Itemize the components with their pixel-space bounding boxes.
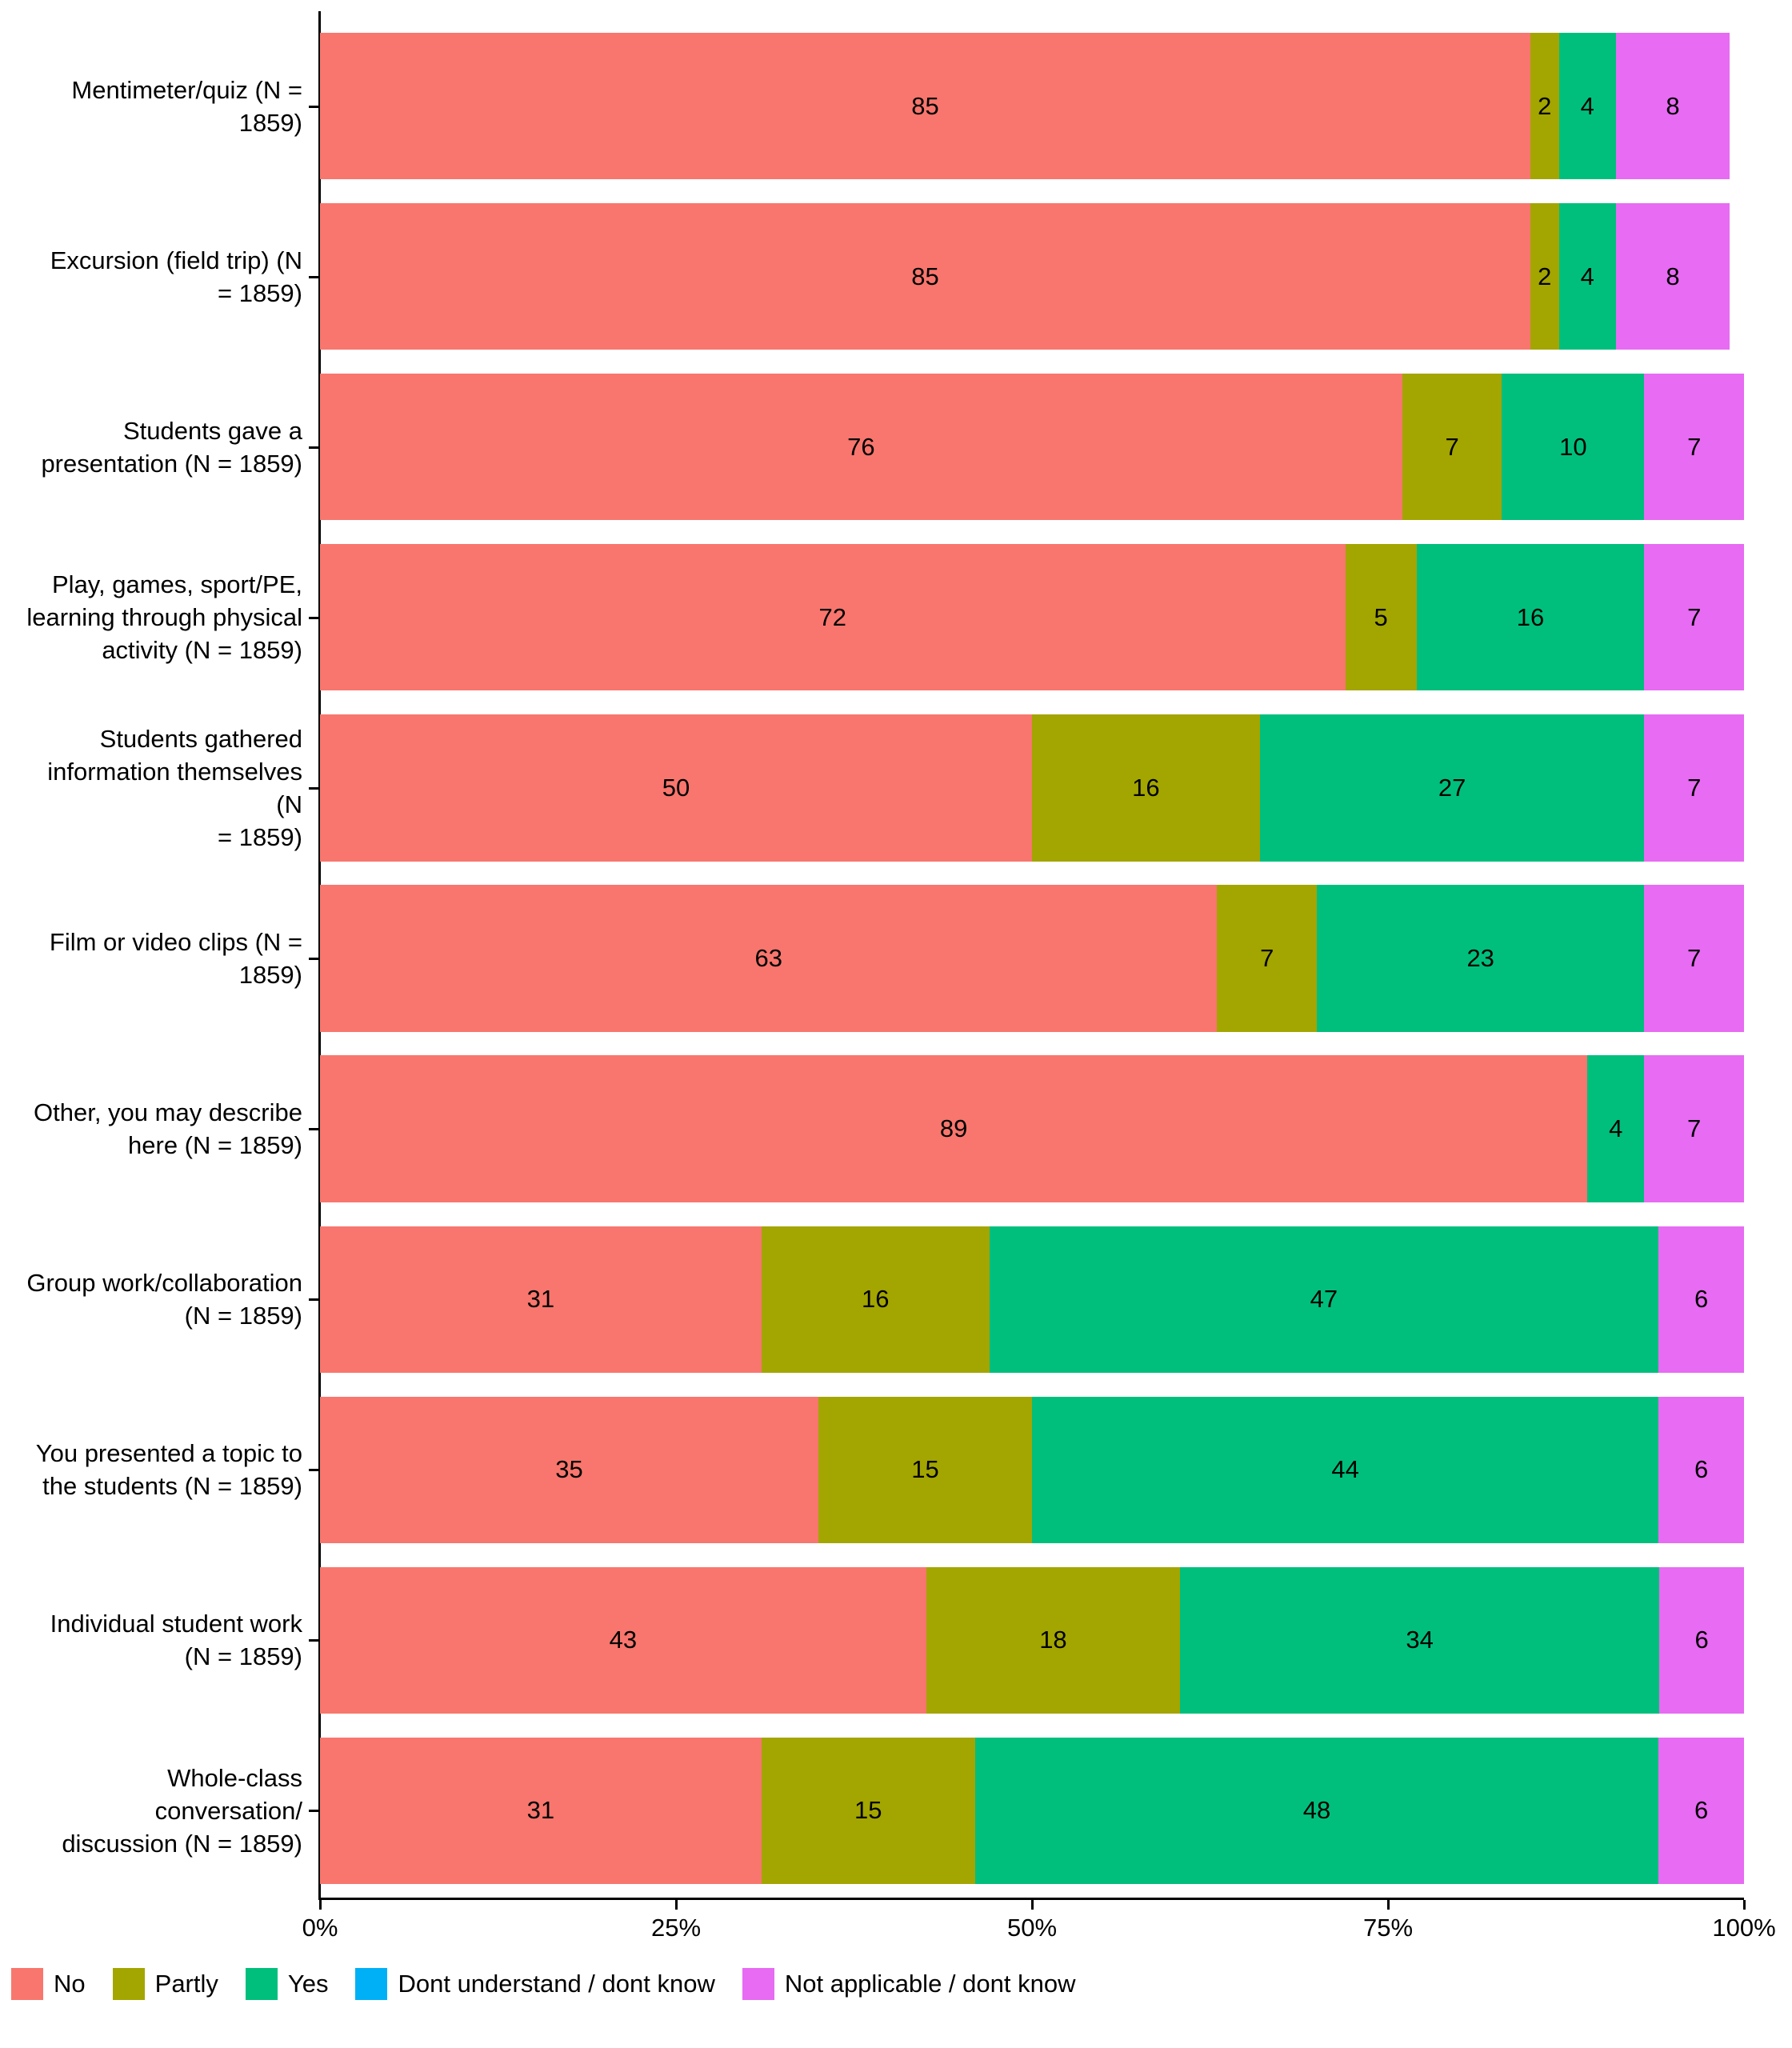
bar-segment-value: 16 [1516,602,1545,631]
y-axis-label [14,544,302,690]
bar-row [320,1738,1744,1884]
bar-segment-value: 72 [818,602,847,631]
bar-segment [320,1226,762,1373]
bar-track [320,1055,1744,1202]
bar-segment [1658,1226,1744,1373]
y-axis-label-text: Play, games, sport/PE, learning through physical activity (N = 1859) [26,570,302,665]
x-axis-tick-label: 25% [650,1914,702,1942]
bar-segment [1180,1567,1659,1714]
y-axis-label [14,1226,302,1373]
bar-segment [320,714,1032,861]
x-axis-tick [1031,1900,1034,1910]
y-axis-tick [309,1810,318,1812]
bar-row [320,33,1744,179]
bar-segment-value: 76 [847,432,875,461]
bar-segment [320,544,1346,690]
legend-swatch [11,1968,43,2000]
legend-label: Dont understand / dont know [398,1970,715,1998]
bar-segment [1659,1567,1744,1714]
bar-segment-value: 7 [1445,432,1459,461]
bar-segment-value: 18 [1039,1626,1067,1654]
bar-segment [1260,714,1645,861]
legend-item[interactable] [113,1968,218,2000]
bar-segment-value: 27 [1438,773,1466,802]
legend-item[interactable] [11,1968,86,2000]
bar-row [320,544,1744,690]
legend-item[interactable] [246,1968,329,2000]
bar-segment-value: 2 [1538,91,1552,120]
bar-segment-value: 7 [1260,943,1274,972]
legend-item[interactable] [355,1968,714,2000]
bar-segment [320,203,1530,350]
y-axis-label-text: Group work/collaboration (N = 1859) [26,1269,302,1330]
bar-segment-value: 7 [1687,1114,1702,1143]
y-axis-label [14,1738,302,1884]
bar-row [320,203,1744,350]
bar-segment [762,1738,975,1884]
y-axis-label [14,203,302,350]
bar-segment [320,374,1402,520]
bar-segment [320,1738,762,1884]
x-axis-tick-label: 0% [302,1914,338,1942]
bar-segment-value: 16 [861,1285,890,1314]
bar-segment-value: 7 [1687,432,1702,461]
bar-segment [1616,203,1730,350]
bar-segment-value: 50 [662,773,690,802]
x-axis-tick-label: 100% [1712,1914,1776,1942]
legend-item[interactable] [742,1968,1076,2000]
bar-segment [1502,374,1644,520]
bar-row [320,885,1744,1031]
bar-segment-value: 4 [1580,91,1594,120]
bar-row [320,714,1744,861]
bar-track [320,1226,1744,1373]
y-axis-tick [309,276,318,278]
bar-segment [990,1226,1659,1373]
x-axis-tick [1387,1900,1390,1910]
bar-segment-value: 44 [1331,1455,1359,1484]
y-axis-label-text: Individual student work (N = 1859) [50,1610,302,1671]
bar-segment [320,33,1530,179]
legend-swatch [246,1968,278,2000]
bar-segment [1658,1738,1744,1884]
bar-segment [1644,1055,1744,1202]
bar-segment-value: 31 [526,1796,555,1825]
y-axis-label-text: Mentimeter/quiz (N = 1859) [71,75,302,137]
x-axis-tick [1743,1900,1746,1910]
bar-segment-value: 89 [939,1114,968,1143]
bar-segment [1644,885,1744,1031]
bar-segment-value: 85 [911,262,939,290]
y-axis-label [14,885,302,1031]
legend-swatch [355,1968,387,2000]
bar-track [320,714,1744,861]
bar-segment [1417,544,1645,690]
bar-segment [1658,1397,1744,1543]
bar-segment [1559,33,1616,179]
bar-segment-value: 43 [609,1626,638,1654]
bar-segment-value: 35 [555,1455,583,1484]
bar-track [320,1567,1744,1714]
bar-segment-value: 63 [754,943,782,972]
bar-segment [320,1055,1587,1202]
bar-segment [1032,714,1260,861]
bar-segment [320,885,1217,1031]
bar-segment-value: 34 [1406,1626,1434,1654]
legend-label: Yes [287,1970,329,1998]
bar-segment-value: 6 [1694,1796,1709,1825]
legend-label: Partly [154,1970,218,1998]
y-axis-label-text: You presented a topic to the students (N = 1859) [35,1439,302,1501]
legend-swatch [113,1968,145,2000]
bar-segment [1644,714,1744,861]
bar-track [320,33,1744,179]
bar-track [320,885,1744,1031]
bar-segment [1644,544,1744,690]
y-axis-tick [309,446,318,449]
bar-segment-value: 47 [1310,1285,1338,1314]
bar-segment-value: 15 [911,1455,939,1484]
bar-segment [1530,33,1559,179]
bar-row [320,1226,1744,1373]
bar-segment-value: 15 [854,1796,882,1825]
bar-segment-value: 4 [1609,1114,1623,1143]
bar-segment-value: 31 [526,1285,555,1314]
bar-segment [1559,203,1616,350]
bar-segment-value: 23 [1466,943,1494,972]
x-axis-tick-label: 50% [1006,1914,1058,1942]
bar-segment [1530,203,1559,350]
bar-segment [320,1567,926,1714]
bar-row [320,1567,1744,1714]
bar-segment-value: 7 [1687,943,1702,972]
y-axis-label-text: Other, you may describe here (N = 1859) [34,1098,302,1160]
y-axis-label-text: Film or video clips (N = 1859) [49,927,302,989]
bar-segment-value: 6 [1694,1455,1709,1484]
bar-row [320,1055,1744,1202]
x-axis-tick-label: 75% [1362,1914,1414,1942]
bar-segment-value: 8 [1666,262,1680,290]
bar-row [320,374,1744,520]
bar-segment-value: 8 [1666,91,1680,120]
y-axis-tick [309,106,318,108]
y-axis-label-text: Students gave a presentation (N = 1859) [41,416,302,478]
bar-row [320,1397,1744,1543]
bar-segment-value: 7 [1687,773,1702,802]
bar-segment [320,1397,818,1543]
bar-track [320,544,1744,690]
bar-segment [1587,1055,1644,1202]
y-axis-label [14,714,302,861]
bar-segment-value: 48 [1302,1796,1331,1825]
bar-segment [818,1397,1032,1543]
y-axis-label-text: Students gathered information themselves (N = 1859) [47,724,302,851]
bar-segment [1317,885,1644,1031]
x-axis-tick [675,1900,678,1910]
bar-segment-value: 7 [1687,602,1702,631]
y-axis-label [14,1055,302,1202]
bar-segment [1616,33,1730,179]
y-axis-label-text: Excursion (field trip) (N = 1859) [50,246,302,307]
y-axis-tick [309,1639,318,1642]
y-axis-label [14,1567,302,1714]
y-axis-tick [309,1469,318,1471]
bar-segment-value: 16 [1132,773,1160,802]
y-axis-tick [309,1128,318,1130]
bar-segment-value: 85 [911,91,939,120]
legend-label: No [54,1970,86,1998]
y-axis-label [14,374,302,520]
x-axis-tick [319,1900,322,1910]
bar-segment [926,1567,1180,1714]
bar-segment-value: 4 [1580,262,1594,290]
bar-segment-value: 10 [1559,432,1587,461]
bar-segment [1644,374,1744,520]
y-axis-tick [309,1298,318,1301]
legend-label: Not applicable / dont know [784,1970,1076,1998]
bar-track [320,203,1744,350]
legend-swatch [742,1968,774,2000]
y-axis-tick [309,787,318,790]
bar-segment [762,1226,990,1373]
bar-track [320,374,1744,520]
bar-segment [1346,544,1417,690]
bar-segment [975,1738,1658,1884]
bar-segment-value: 2 [1538,262,1552,290]
bar-segment-value: 6 [1694,1626,1709,1654]
y-axis-tick [309,617,318,619]
y-axis-label [14,1397,302,1543]
bar-track [320,1738,1744,1884]
bar-segment-value: 6 [1694,1285,1709,1314]
bar-segment [1402,374,1502,520]
y-axis-label [14,33,302,179]
y-axis-tick [309,958,318,960]
bar-segment [1217,885,1317,1031]
chart-legend [11,1968,1102,2000]
y-axis-label-text: Whole-class conversation/ discussion (N = 1859) [62,1763,302,1858]
bar-segment [1032,1397,1658,1543]
bar-segment-value: 5 [1374,602,1388,631]
bar-track [320,1397,1744,1543]
